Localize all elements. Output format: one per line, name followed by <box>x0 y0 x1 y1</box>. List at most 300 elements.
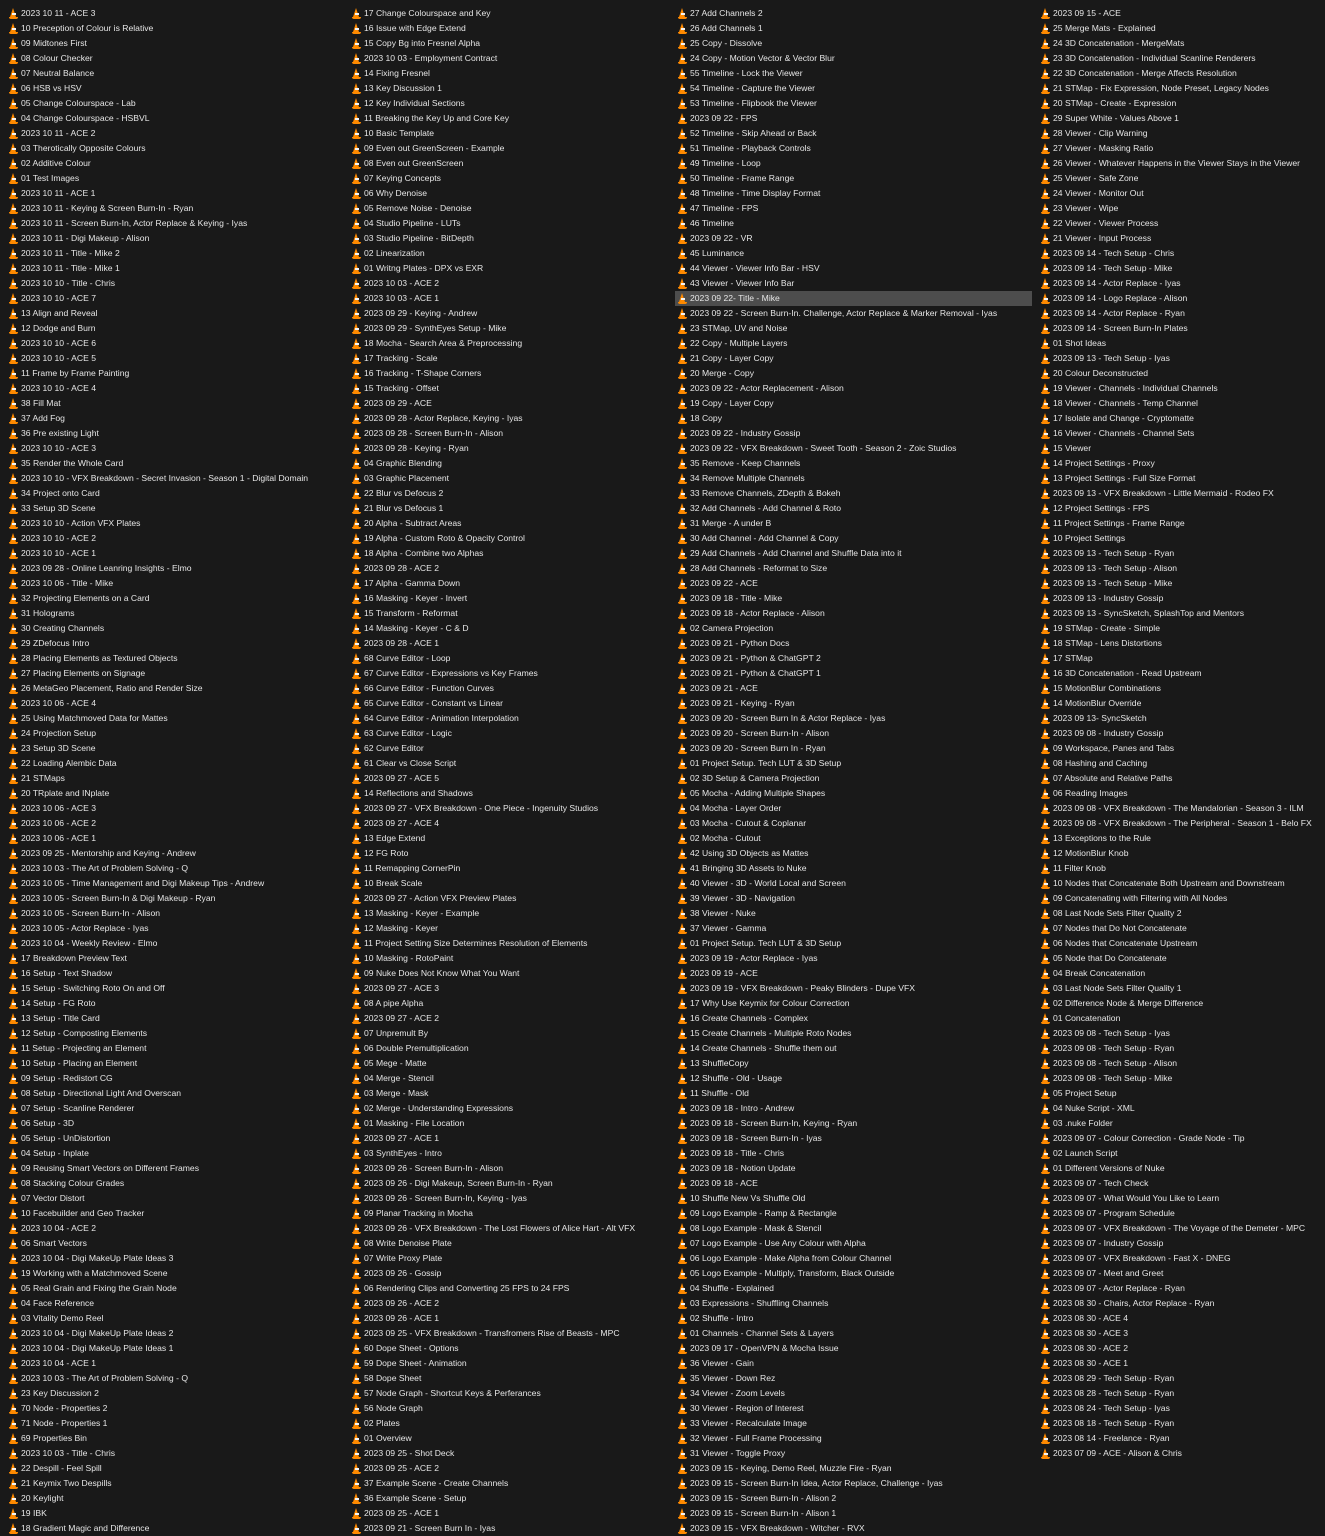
file-item[interactable] <box>6 1371 344 1386</box>
file-item[interactable] <box>675 801 1032 816</box>
file-item[interactable] <box>349 36 671 51</box>
file-item[interactable] <box>6 396 344 411</box>
file-item[interactable] <box>349 351 671 366</box>
file-item[interactable] <box>1038 1191 1318 1206</box>
file-item[interactable] <box>1038 1176 1318 1191</box>
file-item[interactable] <box>675 1281 1032 1296</box>
file-item[interactable] <box>1038 201 1318 216</box>
file-item[interactable] <box>1038 336 1318 351</box>
file-item[interactable] <box>1038 1341 1318 1356</box>
file-item[interactable] <box>1038 1086 1318 1101</box>
file-item[interactable] <box>349 516 671 531</box>
file-item[interactable] <box>6 561 344 576</box>
file-item[interactable] <box>6 1416 344 1431</box>
file-item[interactable] <box>6 1161 344 1176</box>
file-item[interactable] <box>675 1011 1032 1026</box>
file-item[interactable] <box>1038 726 1318 741</box>
file-item[interactable] <box>1038 1296 1318 1311</box>
file-item[interactable] <box>349 1326 671 1341</box>
file-item[interactable] <box>349 1011 671 1026</box>
file-item[interactable] <box>1038 306 1318 321</box>
file-item[interactable] <box>349 786 671 801</box>
file-item[interactable] <box>675 531 1032 546</box>
file-item[interactable] <box>6 306 344 321</box>
file-item[interactable] <box>6 1146 344 1161</box>
file-item[interactable] <box>6 276 344 291</box>
file-item[interactable] <box>6 966 344 981</box>
file-item[interactable] <box>6 756 344 771</box>
file-item[interactable] <box>1038 441 1318 456</box>
file-item[interactable] <box>675 711 1032 726</box>
file-item[interactable] <box>1038 66 1318 81</box>
file-item[interactable] <box>6 96 344 111</box>
file-item[interactable] <box>349 51 671 66</box>
file-item[interactable] <box>1038 561 1318 576</box>
file-item[interactable] <box>349 1401 671 1416</box>
file-item[interactable] <box>349 291 671 306</box>
file-item[interactable] <box>6 426 344 441</box>
file-item[interactable] <box>6 351 344 366</box>
file-item[interactable] <box>675 891 1032 906</box>
file-item[interactable] <box>349 996 671 1011</box>
file-item[interactable] <box>675 936 1032 951</box>
file-item[interactable] <box>675 1131 1032 1146</box>
file-item[interactable] <box>1038 1281 1318 1296</box>
file-item[interactable] <box>349 306 671 321</box>
file-item[interactable] <box>1038 1071 1318 1086</box>
file-item[interactable] <box>1038 1011 1318 1026</box>
file-item[interactable] <box>6 471 344 486</box>
file-item[interactable] <box>6 666 344 681</box>
file-item[interactable] <box>349 1176 671 1191</box>
file-item[interactable] <box>6 6 344 21</box>
file-item[interactable] <box>349 1026 671 1041</box>
file-item[interactable] <box>6 1116 344 1131</box>
file-item[interactable] <box>6 186 344 201</box>
file-item[interactable] <box>349 1101 671 1116</box>
file-item[interactable] <box>6 1101 344 1116</box>
file-item[interactable] <box>349 1296 671 1311</box>
file-item[interactable] <box>349 861 671 876</box>
file-item[interactable] <box>6 1476 344 1491</box>
file-item[interactable] <box>1038 621 1318 636</box>
file-item[interactable] <box>349 66 671 81</box>
file-item[interactable] <box>6 231 344 246</box>
file-item[interactable] <box>675 366 1032 381</box>
file-item[interactable] <box>349 1086 671 1101</box>
file-item[interactable] <box>6 876 344 891</box>
file-item[interactable] <box>675 306 1032 321</box>
file-item[interactable] <box>1038 411 1318 426</box>
file-item[interactable] <box>1038 1401 1318 1416</box>
file-item[interactable] <box>6 786 344 801</box>
file-item[interactable] <box>1038 1101 1318 1116</box>
file-item[interactable] <box>6 261 344 276</box>
file-item[interactable] <box>6 1041 344 1056</box>
file-item[interactable] <box>1038 1311 1318 1326</box>
file-item[interactable] <box>349 441 671 456</box>
file-item[interactable] <box>349 426 671 441</box>
file-item[interactable] <box>6 501 344 516</box>
file-item[interactable] <box>6 636 344 651</box>
file-item[interactable] <box>349 1146 671 1161</box>
file-item[interactable] <box>1038 936 1318 951</box>
file-item[interactable] <box>675 1326 1032 1341</box>
file-item[interactable] <box>349 816 671 831</box>
file-item[interactable] <box>675 756 1032 771</box>
file-item[interactable] <box>675 126 1032 141</box>
file-item[interactable] <box>1038 861 1318 876</box>
file-item[interactable] <box>675 471 1032 486</box>
file-item[interactable] <box>675 426 1032 441</box>
file-item[interactable] <box>349 591 671 606</box>
file-item[interactable] <box>675 336 1032 351</box>
file-item[interactable] <box>1038 531 1318 546</box>
file-item[interactable] <box>6 1206 344 1221</box>
file-item[interactable] <box>6 441 344 456</box>
file-item[interactable] <box>6 366 344 381</box>
file-item[interactable] <box>349 951 671 966</box>
file-item[interactable] <box>675 411 1032 426</box>
file-item[interactable] <box>349 801 671 816</box>
file-item[interactable] <box>6 1251 344 1266</box>
file-item[interactable] <box>675 1356 1032 1371</box>
file-item[interactable] <box>6 696 344 711</box>
file-item[interactable] <box>6 1506 344 1521</box>
file-item[interactable] <box>675 981 1032 996</box>
file-item[interactable] <box>349 531 671 546</box>
file-item[interactable] <box>349 1506 671 1521</box>
file-item[interactable] <box>349 276 671 291</box>
file-item[interactable] <box>349 1461 671 1476</box>
file-item[interactable] <box>349 321 671 336</box>
file-item[interactable] <box>675 546 1032 561</box>
file-item[interactable] <box>6 1281 344 1296</box>
file-item[interactable] <box>675 6 1032 21</box>
file-item[interactable] <box>675 1446 1032 1461</box>
file-item[interactable] <box>349 141 671 156</box>
file-item[interactable] <box>349 831 671 846</box>
file-item[interactable] <box>1038 1251 1318 1266</box>
file-item[interactable] <box>1038 1386 1318 1401</box>
file-item[interactable] <box>349 1446 671 1461</box>
file-item[interactable] <box>675 201 1032 216</box>
file-item[interactable] <box>1038 396 1318 411</box>
file-item[interactable] <box>6 126 344 141</box>
file-item[interactable] <box>6 171 344 186</box>
file-item[interactable] <box>6 291 344 306</box>
file-item[interactable] <box>675 246 1032 261</box>
file-item[interactable] <box>675 906 1032 921</box>
file-item[interactable] <box>675 1146 1032 1161</box>
file-item[interactable] <box>675 876 1032 891</box>
file-item[interactable] <box>349 1131 671 1146</box>
file-item[interactable] <box>6 66 344 81</box>
file-item[interactable] <box>675 1311 1032 1326</box>
file-item[interactable] <box>675 1071 1032 1086</box>
file-item[interactable] <box>6 741 344 756</box>
file-item[interactable] <box>6 921 344 936</box>
file-item[interactable] <box>675 186 1032 201</box>
file-item[interactable] <box>6 321 344 336</box>
file-item[interactable] <box>349 576 671 591</box>
file-item[interactable] <box>1038 1146 1318 1161</box>
file-item[interactable] <box>1038 231 1318 246</box>
file-item[interactable] <box>6 711 344 726</box>
file-item[interactable] <box>675 1296 1032 1311</box>
file-item[interactable] <box>675 291 1032 306</box>
file-item[interactable] <box>6 1431 344 1446</box>
file-item[interactable] <box>6 1521 344 1536</box>
file-item[interactable] <box>6 411 344 426</box>
file-item[interactable] <box>6 936 344 951</box>
file-item[interactable] <box>349 1206 671 1221</box>
file-item[interactable] <box>1038 21 1318 36</box>
file-item[interactable] <box>349 921 671 936</box>
file-item[interactable] <box>1038 36 1318 51</box>
file-item[interactable] <box>1038 111 1318 126</box>
file-item[interactable] <box>1038 216 1318 231</box>
file-item[interactable] <box>6 516 344 531</box>
file-item[interactable] <box>1038 486 1318 501</box>
file-item[interactable] <box>349 1431 671 1446</box>
file-item[interactable] <box>1038 1236 1318 1251</box>
file-item[interactable] <box>1038 1206 1318 1221</box>
file-item[interactable] <box>1038 156 1318 171</box>
file-item[interactable] <box>675 1101 1032 1116</box>
file-item[interactable] <box>1038 1221 1318 1236</box>
file-item[interactable] <box>1038 1041 1318 1056</box>
file-item[interactable] <box>675 591 1032 606</box>
file-item[interactable] <box>349 381 671 396</box>
file-item[interactable] <box>349 561 671 576</box>
file-item[interactable] <box>1038 996 1318 1011</box>
file-item[interactable] <box>1038 1116 1318 1131</box>
file-item[interactable] <box>349 1266 671 1281</box>
file-item[interactable] <box>1038 1446 1318 1461</box>
file-item[interactable] <box>675 831 1032 846</box>
file-item[interactable] <box>6 591 344 606</box>
file-item[interactable] <box>675 396 1032 411</box>
file-item[interactable] <box>349 486 671 501</box>
file-item[interactable] <box>1038 516 1318 531</box>
file-item[interactable] <box>349 6 671 21</box>
file-item[interactable] <box>349 1191 671 1206</box>
file-item[interactable] <box>6 1446 344 1461</box>
file-item[interactable] <box>675 651 1032 666</box>
file-item[interactable] <box>1038 576 1318 591</box>
file-item[interactable] <box>1038 141 1318 156</box>
file-item[interactable] <box>6 1191 344 1206</box>
file-item[interactable] <box>1038 921 1318 936</box>
file-item[interactable] <box>1038 816 1318 831</box>
file-item[interactable] <box>349 126 671 141</box>
file-item[interactable] <box>349 1371 671 1386</box>
file-item[interactable] <box>349 156 671 171</box>
file-item[interactable] <box>675 1161 1032 1176</box>
file-item[interactable] <box>1038 1056 1318 1071</box>
file-item[interactable] <box>675 696 1032 711</box>
file-item[interactable] <box>349 846 671 861</box>
file-item[interactable] <box>1038 366 1318 381</box>
file-item[interactable] <box>1038 831 1318 846</box>
file-item[interactable] <box>6 576 344 591</box>
file-item[interactable] <box>6 216 344 231</box>
file-item[interactable] <box>675 261 1032 276</box>
file-item[interactable] <box>349 756 671 771</box>
file-item[interactable] <box>349 246 671 261</box>
file-item[interactable] <box>6 111 344 126</box>
file-item[interactable] <box>6 381 344 396</box>
file-item[interactable] <box>1038 351 1318 366</box>
file-item[interactable] <box>1038 666 1318 681</box>
file-item[interactable] <box>6 996 344 1011</box>
file-item[interactable] <box>675 816 1032 831</box>
file-item[interactable] <box>349 1341 671 1356</box>
file-item[interactable] <box>349 1521 671 1536</box>
file-item[interactable] <box>675 1506 1032 1521</box>
file-item[interactable] <box>1038 801 1318 816</box>
file-item[interactable] <box>6 831 344 846</box>
file-item[interactable] <box>1038 606 1318 621</box>
file-item[interactable] <box>1038 906 1318 921</box>
file-item[interactable] <box>349 726 671 741</box>
file-item[interactable] <box>6 1461 344 1476</box>
file-item[interactable] <box>675 621 1032 636</box>
file-item[interactable] <box>675 441 1032 456</box>
file-item[interactable] <box>349 186 671 201</box>
file-item[interactable] <box>675 1086 1032 1101</box>
file-item[interactable] <box>6 531 344 546</box>
file-item[interactable] <box>349 366 671 381</box>
file-item[interactable] <box>1038 651 1318 666</box>
file-item[interactable] <box>349 1056 671 1071</box>
file-item[interactable] <box>1038 171 1318 186</box>
file-item[interactable] <box>349 636 671 651</box>
file-item[interactable] <box>6 486 344 501</box>
file-item[interactable] <box>6 1296 344 1311</box>
file-item[interactable] <box>6 246 344 261</box>
file-item[interactable] <box>1038 276 1318 291</box>
file-item[interactable] <box>675 1041 1032 1056</box>
file-item[interactable] <box>349 876 671 891</box>
file-item[interactable] <box>675 1521 1032 1536</box>
file-item[interactable] <box>675 786 1032 801</box>
file-item[interactable] <box>349 681 671 696</box>
file-item[interactable] <box>1038 951 1318 966</box>
file-item[interactable] <box>6 606 344 621</box>
file-item[interactable] <box>1038 636 1318 651</box>
file-item[interactable] <box>675 381 1032 396</box>
file-item[interactable] <box>349 936 671 951</box>
file-item[interactable] <box>675 231 1032 246</box>
file-item[interactable] <box>349 1236 671 1251</box>
file-item[interactable] <box>6 771 344 786</box>
file-item[interactable] <box>1038 966 1318 981</box>
file-item[interactable] <box>675 156 1032 171</box>
file-item[interactable] <box>1038 261 1318 276</box>
file-item[interactable] <box>1038 1431 1318 1446</box>
file-item[interactable] <box>675 1416 1032 1431</box>
file-item[interactable] <box>675 486 1032 501</box>
file-item[interactable] <box>6 81 344 96</box>
file-item[interactable] <box>349 1476 671 1491</box>
file-item[interactable] <box>349 621 671 636</box>
file-item[interactable] <box>1038 1371 1318 1386</box>
file-item[interactable] <box>675 276 1032 291</box>
file-item[interactable] <box>1038 501 1318 516</box>
file-item[interactable] <box>6 1071 344 1086</box>
file-item[interactable] <box>675 1116 1032 1131</box>
file-item[interactable] <box>6 141 344 156</box>
file-item[interactable] <box>6 816 344 831</box>
file-item[interactable] <box>6 981 344 996</box>
file-item[interactable] <box>675 1236 1032 1251</box>
file-item[interactable] <box>349 1491 671 1506</box>
file-item[interactable] <box>675 1431 1032 1446</box>
file-item[interactable] <box>349 606 671 621</box>
file-item[interactable] <box>6 21 344 36</box>
file-item[interactable] <box>6 681 344 696</box>
file-item[interactable] <box>675 1386 1032 1401</box>
file-item[interactable] <box>1038 696 1318 711</box>
file-item[interactable] <box>6 1221 344 1236</box>
file-item[interactable] <box>1038 51 1318 66</box>
file-item[interactable] <box>1038 681 1318 696</box>
file-item[interactable] <box>675 1251 1032 1266</box>
file-item[interactable] <box>349 216 671 231</box>
file-item[interactable] <box>1038 876 1318 891</box>
file-item[interactable] <box>1038 546 1318 561</box>
file-item[interactable] <box>349 1251 671 1266</box>
file-item[interactable] <box>6 621 344 636</box>
file-item[interactable] <box>1038 426 1318 441</box>
file-item[interactable] <box>675 771 1032 786</box>
file-item[interactable] <box>1038 1416 1318 1431</box>
file-item[interactable] <box>6 36 344 51</box>
file-item[interactable] <box>675 171 1032 186</box>
file-item[interactable] <box>6 951 344 966</box>
file-item[interactable] <box>6 1026 344 1041</box>
file-item[interactable] <box>349 336 671 351</box>
file-item[interactable] <box>349 111 671 126</box>
file-item[interactable] <box>675 1176 1032 1191</box>
file-item[interactable] <box>349 231 671 246</box>
file-item[interactable] <box>675 1371 1032 1386</box>
file-item[interactable] <box>675 951 1032 966</box>
file-item[interactable] <box>675 1401 1032 1416</box>
file-item[interactable] <box>1038 456 1318 471</box>
file-item[interactable] <box>675 1221 1032 1236</box>
file-item[interactable] <box>1038 186 1318 201</box>
file-item[interactable] <box>675 741 1032 756</box>
file-item[interactable] <box>1038 981 1318 996</box>
file-item[interactable] <box>6 1176 344 1191</box>
file-item[interactable] <box>349 501 671 516</box>
file-item[interactable] <box>1038 1326 1318 1341</box>
file-item[interactable] <box>1038 1266 1318 1281</box>
file-item[interactable] <box>675 456 1032 471</box>
file-item[interactable] <box>6 1386 344 1401</box>
file-item[interactable] <box>675 666 1032 681</box>
file-item[interactable] <box>6 1491 344 1506</box>
file-item[interactable] <box>675 636 1032 651</box>
file-item[interactable] <box>6 801 344 816</box>
file-item[interactable] <box>1038 1131 1318 1146</box>
file-item[interactable] <box>349 1071 671 1086</box>
file-item[interactable] <box>6 1356 344 1371</box>
file-item[interactable] <box>1038 1356 1318 1371</box>
